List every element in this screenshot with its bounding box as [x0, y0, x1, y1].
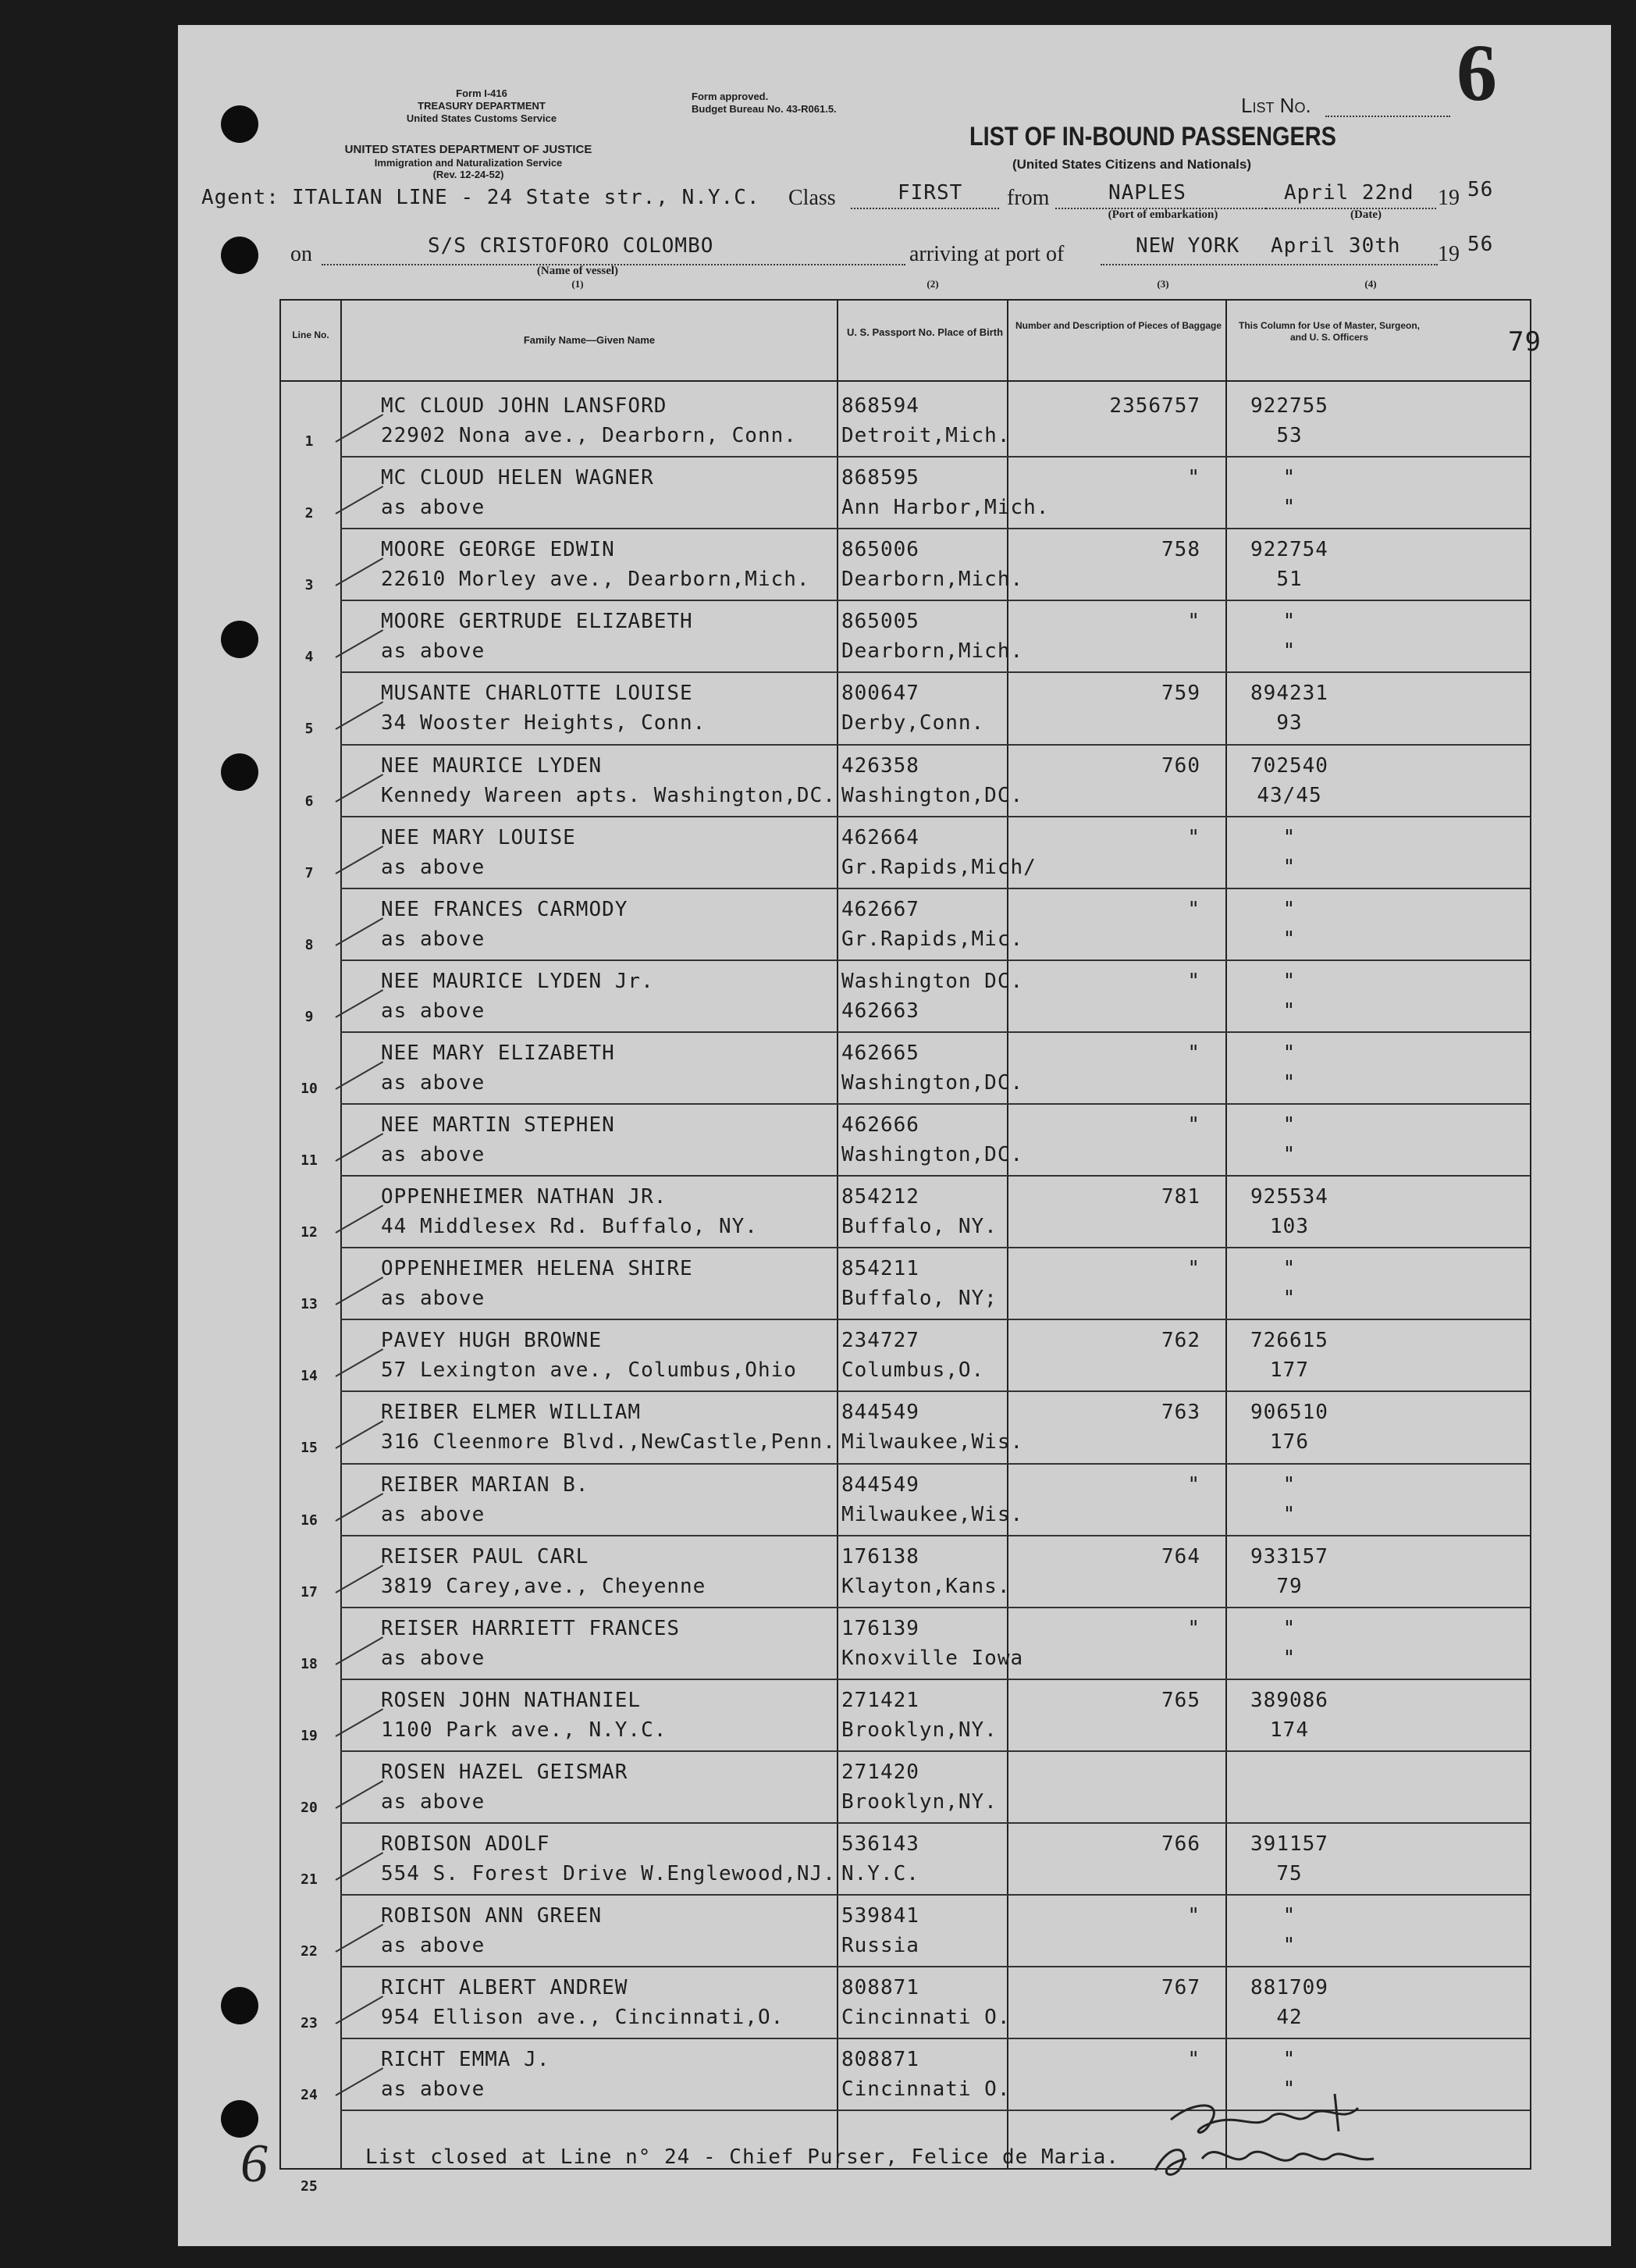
treasury-dept: TREASURY DEPARTMENT: [418, 100, 546, 112]
line-number: 3: [304, 577, 314, 594]
baggage-number: ": [1187, 897, 1200, 921]
passport-number: 868595: [841, 466, 919, 490]
line-number: 1: [304, 433, 314, 450]
passenger-name: MC CLOUD JOHN LANSFORD: [381, 394, 667, 418]
passenger-address: as above: [381, 1502, 485, 1526]
line-number: 17: [301, 1583, 318, 1600]
baggage-number: 764: [1161, 1544, 1200, 1568]
officer-entry-2: 176: [1270, 1430, 1309, 1454]
row-separator: [340, 816, 1530, 817]
officer-entry-1: 389086: [1250, 1688, 1328, 1712]
list-subtitle: (United States Citizens and Nationals): [1012, 157, 1252, 172]
place-of-birth: Ann Harbor,Mich.: [841, 496, 1050, 520]
line-number: 22: [301, 1943, 318, 1960]
class-value: FIRST: [898, 181, 963, 205]
officer-entry-1: 894231: [1250, 682, 1328, 706]
officer-entry-1: 906510: [1250, 1401, 1328, 1425]
place-of-birth: Klayton,Kans.: [841, 1574, 1011, 1598]
passenger-address: as above: [381, 1287, 485, 1311]
passport-number: 808871: [841, 1976, 919, 2000]
officer-entry-1: ": [1282, 1472, 1296, 1497]
row-separator: [340, 960, 1530, 961]
purser-signature: [1140, 2085, 1452, 2186]
passport-number: 234727: [841, 1329, 919, 1353]
row-separator: [340, 456, 1530, 458]
officer-entry-1: ": [1282, 466, 1296, 490]
row-separator: [340, 1031, 1530, 1033]
line-number: 8: [304, 936, 314, 953]
header-line-no: Line No.: [292, 329, 329, 340]
passenger-name: OPPENHEIMER HELENA SHIRE: [381, 1257, 693, 1281]
passenger-name: RICHT EMMA J.: [381, 2048, 550, 2072]
line-number: 9: [304, 1008, 314, 1025]
passenger-address: 34 Wooster Heights, Conn.: [381, 711, 706, 735]
closing-note: List closed at Line n° 24 - Chief Purser, Felice de Maria.: [365, 2145, 1119, 2169]
place-of-birth: Detroit,Mich.: [841, 424, 1011, 447]
passport-number: 808871: [841, 2048, 919, 2072]
col-2-number: (2): [926, 278, 939, 290]
depart-year-prefix: 19: [1438, 186, 1460, 210]
row-separator: [340, 1679, 1530, 1680]
place-of-birth: Buffalo, NY;: [841, 1287, 998, 1311]
officer-entry-1: ": [1282, 969, 1296, 993]
officer-entry-2: ": [1282, 927, 1296, 951]
officer-entry-2: ": [1282, 999, 1296, 1023]
baggage-number: 760: [1161, 753, 1200, 778]
line-number: 23: [301, 2015, 318, 2032]
passport-number: 539841: [841, 1904, 919, 1928]
officer-entry-2: ": [1282, 2078, 1296, 2102]
budget-bureau: Budget Bureau No. 43-R061.5.: [692, 103, 837, 115]
baggage-number: 763: [1161, 1401, 1200, 1425]
passenger-address: as above: [381, 1143, 485, 1166]
officer-entry-1: 702540: [1250, 753, 1328, 778]
row-separator: [340, 1319, 1530, 1320]
arrival-year: 56: [1467, 233, 1494, 256]
col-4-number: (4): [1364, 278, 1377, 290]
passenger-address: 316 Cleenmore Blvd.,NewCastle,Penn.: [381, 1430, 836, 1454]
port-embark-caption: (Port of embarkation): [1108, 208, 1218, 221]
passenger-address: Kennedy Wareen apts. Washington,DC.: [381, 783, 836, 807]
punch-hole-2: [221, 237, 258, 274]
officer-entry-2: 177: [1270, 1358, 1309, 1383]
officer-entry-2: 79: [1276, 1574, 1303, 1598]
officer-entry-2: ": [1282, 639, 1296, 664]
line-number: 2: [304, 505, 314, 522]
line-number: 18: [301, 1655, 318, 1672]
line-number: 7: [304, 864, 314, 881]
place-of-birth: Gr.Rapids,Mic.: [841, 927, 1024, 951]
vessel-caption: (Name of vessel): [536, 265, 619, 277]
line-number: 12: [301, 1224, 318, 1241]
passenger-name: MC CLOUD HELEN WAGNER: [381, 466, 654, 490]
officer-entry-2: 103: [1270, 1215, 1309, 1239]
from-label: from: [1007, 186, 1050, 210]
place-of-birth: Milwaukee,Wis.: [841, 1502, 1024, 1526]
passenger-name: NEE MARY LOUISE: [381, 825, 576, 849]
passport-number: 462665: [841, 1041, 919, 1065]
place-of-birth: 462663: [841, 999, 919, 1023]
col-3-number: (3): [1157, 278, 1169, 290]
baggage-number: ": [1187, 1257, 1200, 1281]
form-number: Form I-416: [456, 87, 507, 99]
officer-entry-1: ": [1282, 610, 1296, 634]
class-label: Class: [788, 186, 836, 210]
list-title: LIST OF IN-BOUND PASSENGERS: [969, 122, 1336, 151]
passenger-name: REISER PAUL CARL: [381, 1544, 589, 1568]
baggage-number: 767: [1161, 1976, 1200, 2000]
port-embark: NAPLES: [1108, 181, 1186, 205]
list-number: 6: [1456, 28, 1497, 118]
passport-number: 536143: [841, 1832, 919, 1856]
passenger-address: as above: [381, 639, 485, 664]
officer-entry-2: ": [1282, 1287, 1296, 1311]
row-separator: [340, 1966, 1530, 1967]
passport-number: 426358: [841, 753, 919, 778]
passport-number: 271421: [841, 1688, 919, 1712]
row-separator: [340, 1894, 1530, 1896]
row-separator: [340, 2038, 1530, 2039]
doj: UNITED STATES DEPARTMENT OF JUSTICE: [344, 143, 592, 156]
officer-entry-1: 922755: [1250, 394, 1328, 418]
agent-label: Agent:: [201, 186, 279, 209]
arrival-year-prefix: 19: [1438, 242, 1460, 266]
punch-hole-1: [221, 105, 258, 143]
baggage-number: 766: [1161, 1832, 1200, 1856]
passport-number: 800647: [841, 682, 919, 706]
place-of-birth: Derby,Conn.: [841, 711, 985, 735]
passenger-name: PAVEY HUGH BROWNE: [381, 1329, 603, 1353]
baggage-number: 781: [1161, 1185, 1200, 1209]
place-of-birth: Buffalo, NY.: [841, 1215, 998, 1239]
baggage-number: ": [1187, 466, 1200, 490]
passport-number: 176138: [841, 1544, 919, 1568]
baggage-number: 2356757: [1109, 394, 1200, 418]
header-family-name: Family Name—Given Name: [523, 334, 656, 346]
passport-number: 844549: [841, 1472, 919, 1497]
officer-entry-1: 922754: [1250, 538, 1328, 562]
page-count: 79: [1508, 326, 1542, 358]
passenger-address: 1100 Park ave., N.Y.C.: [381, 1718, 667, 1742]
place-of-birth: Brooklyn,NY.: [841, 1789, 998, 1814]
line-number: 6: [304, 792, 314, 810]
passenger-address: as above: [381, 496, 485, 520]
baggage-number: 758: [1161, 538, 1200, 562]
baggage-number: ": [1187, 610, 1200, 634]
passenger-address: 554 S. Forest Drive W.Englewood,NJ.: [381, 1862, 836, 1885]
passenger-address: 44 Middlesex Rd. Buffalo, NY.: [381, 1215, 758, 1239]
passenger-name: ROBISON ADOLF: [381, 1832, 550, 1856]
row-separator: [340, 600, 1530, 601]
line-number: 21: [301, 1871, 318, 1888]
line-number: 24: [301, 2087, 318, 2104]
officer-entry-2: 174: [1270, 1718, 1309, 1742]
row-separator: [340, 1822, 1530, 1824]
arrival-port: NEW YORK: [1136, 234, 1240, 258]
passenger-name: OPPENHEIMER NATHAN JR.: [381, 1185, 667, 1209]
passenger-name: MOORE GEORGE EDWIN: [381, 538, 615, 562]
passenger-address: 954 Ellison ave., Cincinnati,O.: [381, 2006, 784, 2030]
passenger-name: ROSEN HAZEL GEISMAR: [381, 1760, 628, 1784]
depart-date: April 22nd: [1284, 181, 1414, 205]
place-of-birth: N.Y.C.: [841, 1862, 919, 1885]
on-label: on: [290, 242, 312, 266]
line-number: 15: [301, 1440, 318, 1457]
baggage-number: 759: [1161, 682, 1200, 706]
margin-mark: 6: [240, 2134, 268, 2194]
baggage-number: ": [1187, 2048, 1200, 2072]
row-separator: [340, 1390, 1530, 1392]
row-separator: [340, 1607, 1530, 1608]
customs-service: United States Customs Service: [406, 112, 557, 124]
line-number: 14: [301, 1368, 318, 1385]
line-number: 20: [301, 1799, 318, 1816]
officer-entry-1: 391157: [1250, 1832, 1328, 1856]
baggage-number: ": [1187, 1616, 1200, 1640]
officer-entry-2: 53: [1276, 424, 1303, 447]
row-separator: [340, 1103, 1530, 1105]
passenger-address: as above: [381, 2078, 485, 2102]
baggage-number: ": [1187, 1472, 1200, 1497]
header-passport: U. S. Passport No. Place of Birth: [846, 326, 1004, 338]
row-separator: [340, 1535, 1530, 1536]
passenger-name: MUSANTE CHARLOTTE LOUISE: [381, 682, 693, 706]
depart-year: 56: [1467, 178, 1494, 201]
line-number: 13: [301, 1296, 318, 1313]
officer-entry-1: 925534: [1250, 1185, 1328, 1209]
passport-number: 462666: [841, 1113, 919, 1137]
passport-number: 844549: [841, 1401, 919, 1425]
baggage-number: ": [1187, 1904, 1200, 1928]
agent-value: ITALIAN LINE - 24 State str., N.Y.C.: [292, 186, 760, 209]
arriving-label: arriving at port of: [909, 242, 1065, 266]
line-number: 11: [301, 1152, 318, 1169]
line-number: 10: [301, 1080, 318, 1097]
place-of-birth: Gr.Rapids,Mich/: [841, 855, 1037, 879]
passenger-address: 22610 Morley ave., Dearborn,Mich.: [381, 568, 810, 592]
passenger-name: NEE MAURICE LYDEN: [381, 753, 603, 778]
baggage-number: 765: [1161, 1688, 1200, 1712]
officer-entry-1: 881709: [1250, 1976, 1328, 2000]
officer-entry-1: 726615: [1250, 1329, 1328, 1353]
officer-entry-2: ": [1282, 855, 1296, 879]
baggage-number: 762: [1161, 1329, 1200, 1353]
passenger-name: RICHT ALBERT ANDREW: [381, 1976, 628, 2000]
place-of-birth: Dearborn,Mich.: [841, 639, 1024, 664]
officer-entry-2: 93: [1276, 711, 1303, 735]
passport-number: 865005: [841, 610, 919, 634]
place-of-birth: Washington,DC.: [841, 1070, 1024, 1095]
header-officers: This Column for Use of Master, Surgeon, and U. S. Officers: [1238, 320, 1421, 343]
punch-hole-6: [221, 2100, 258, 2138]
row-separator: [340, 528, 1530, 529]
officer-entry-2: ": [1282, 1143, 1296, 1166]
passport-number: 854211: [841, 1257, 919, 1281]
place-of-birth: Columbus,O.: [841, 1358, 985, 1383]
arrival-date: April 30th: [1271, 234, 1401, 258]
passenger-name: NEE MARY ELIZABETH: [381, 1041, 615, 1065]
line-number: 5: [304, 721, 314, 738]
row-separator: [340, 888, 1530, 889]
baggage-number: ": [1187, 1113, 1200, 1137]
place-of-birth: Dearborn,Mich.: [841, 568, 1024, 592]
officer-entry-2: ": [1282, 1502, 1296, 1526]
officer-entry-1: ": [1282, 825, 1296, 849]
passenger-address: 22902 Nona ave., Dearborn, Conn.: [381, 424, 797, 447]
passport-number: 462667: [841, 897, 919, 921]
officer-entry-1: ": [1282, 1904, 1296, 1928]
officer-entry-2: ": [1282, 1646, 1296, 1670]
passenger-name: REIBER MARIAN B.: [381, 1472, 589, 1497]
officer-entry-1: ": [1282, 1616, 1296, 1640]
place-of-birth: Cincinnati O.: [841, 2078, 1011, 2102]
passport-number: 854212: [841, 1185, 919, 1209]
officer-entry-1: ": [1282, 1257, 1296, 1281]
vessel-name: S/S CRISTOFORO COLOMBO: [428, 234, 714, 258]
passenger-name: REISER HARRIETT FRANCES: [381, 1616, 681, 1640]
passenger-name: NEE FRANCES CARMODY: [381, 897, 628, 921]
baggage-number: ": [1187, 1041, 1200, 1065]
punch-hole-5: [221, 1987, 258, 2024]
passenger-address: as above: [381, 1646, 485, 1670]
place-of-birth: Brooklyn,NY.: [841, 1718, 998, 1742]
list-no-label: List No.: [1241, 94, 1311, 117]
passenger-address: as above: [381, 1934, 485, 1958]
passport-number: 176139: [841, 1616, 919, 1640]
col-1-number: (1): [571, 278, 584, 290]
passport-number: 462664: [841, 825, 919, 849]
row-separator: [340, 1750, 1530, 1752]
passenger-address: as above: [381, 1070, 485, 1095]
officer-entry-2: ": [1282, 1934, 1296, 1958]
officer-entry-1: ": [1282, 1041, 1296, 1065]
line-number: 16: [301, 1511, 318, 1529]
punch-hole-3: [221, 621, 258, 658]
passport-number: 271420: [841, 1760, 919, 1784]
officer-entry-2: 75: [1276, 1862, 1303, 1885]
passenger-address: as above: [381, 855, 485, 879]
passenger-name: ROBISON ANN GREEN: [381, 1904, 603, 1928]
baggage-number: ": [1187, 825, 1200, 849]
row-separator: [340, 744, 1530, 746]
header-baggage: Number and Description of Pieces of Baggage: [1015, 320, 1222, 331]
place-of-birth: Washington,DC.: [841, 783, 1024, 807]
date-caption: (Date): [1350, 208, 1382, 221]
punch-hole-4: [221, 753, 258, 791]
passport-number: 868594: [841, 394, 919, 418]
passenger-name: REIBER ELMER WILLIAM: [381, 1401, 642, 1425]
officer-entry-1: ": [1282, 1113, 1296, 1137]
passenger-address: as above: [381, 999, 485, 1023]
passenger-name: NEE MAURICE LYDEN Jr.: [381, 969, 654, 993]
officer-entry-2: ": [1282, 1070, 1296, 1095]
revision: (Rev. 12-24-52): [432, 169, 504, 180]
passport-number: 865006: [841, 538, 919, 562]
place-of-birth: Cincinnati O.: [841, 2006, 1011, 2030]
line-number-25: 25: [301, 2178, 318, 2195]
passenger-address: as above: [381, 927, 485, 951]
officer-entry-1: 933157: [1250, 1544, 1328, 1568]
passenger-address: as above: [381, 1789, 485, 1814]
passport-number: Washington DC.: [841, 969, 1024, 993]
row-separator: [340, 1463, 1530, 1465]
line-number: 4: [304, 649, 314, 666]
passenger-name: ROSEN JOHN NATHANIEL: [381, 1688, 642, 1712]
place-of-birth: Washington,DC.: [841, 1143, 1024, 1166]
officer-entry-2: ": [1282, 496, 1296, 520]
place-of-birth: Russia: [841, 1934, 919, 1958]
place-of-birth: Milwaukee,Wis.: [841, 1430, 1024, 1454]
officer-entry-1: ": [1282, 897, 1296, 921]
passenger-name: MOORE GERTRUDE ELIZABETH: [381, 610, 693, 634]
line-number: 19: [301, 1727, 318, 1744]
passenger-address: 3819 Carey,ave., Cheyenne: [381, 1574, 706, 1598]
form-approved: Form approved.: [692, 91, 769, 102]
row-separator: [340, 671, 1530, 673]
place-of-birth: Knoxville Iowa: [841, 1646, 1024, 1670]
passenger-name: NEE MARTIN STEPHEN: [381, 1113, 615, 1137]
passenger-address: 57 Lexington ave., Columbus,Ohio: [381, 1358, 797, 1383]
row-separator: [340, 1247, 1530, 1248]
row-separator: [340, 1175, 1530, 1177]
baggage-number: ": [1187, 969, 1200, 993]
officer-entry-2: 42: [1276, 2006, 1303, 2030]
officer-entry-2: 43/45: [1257, 783, 1322, 807]
officer-entry-2: 51: [1276, 568, 1303, 592]
officer-entry-1: ": [1282, 2048, 1296, 2072]
ins: Immigration and Naturalization Service: [374, 157, 563, 169]
